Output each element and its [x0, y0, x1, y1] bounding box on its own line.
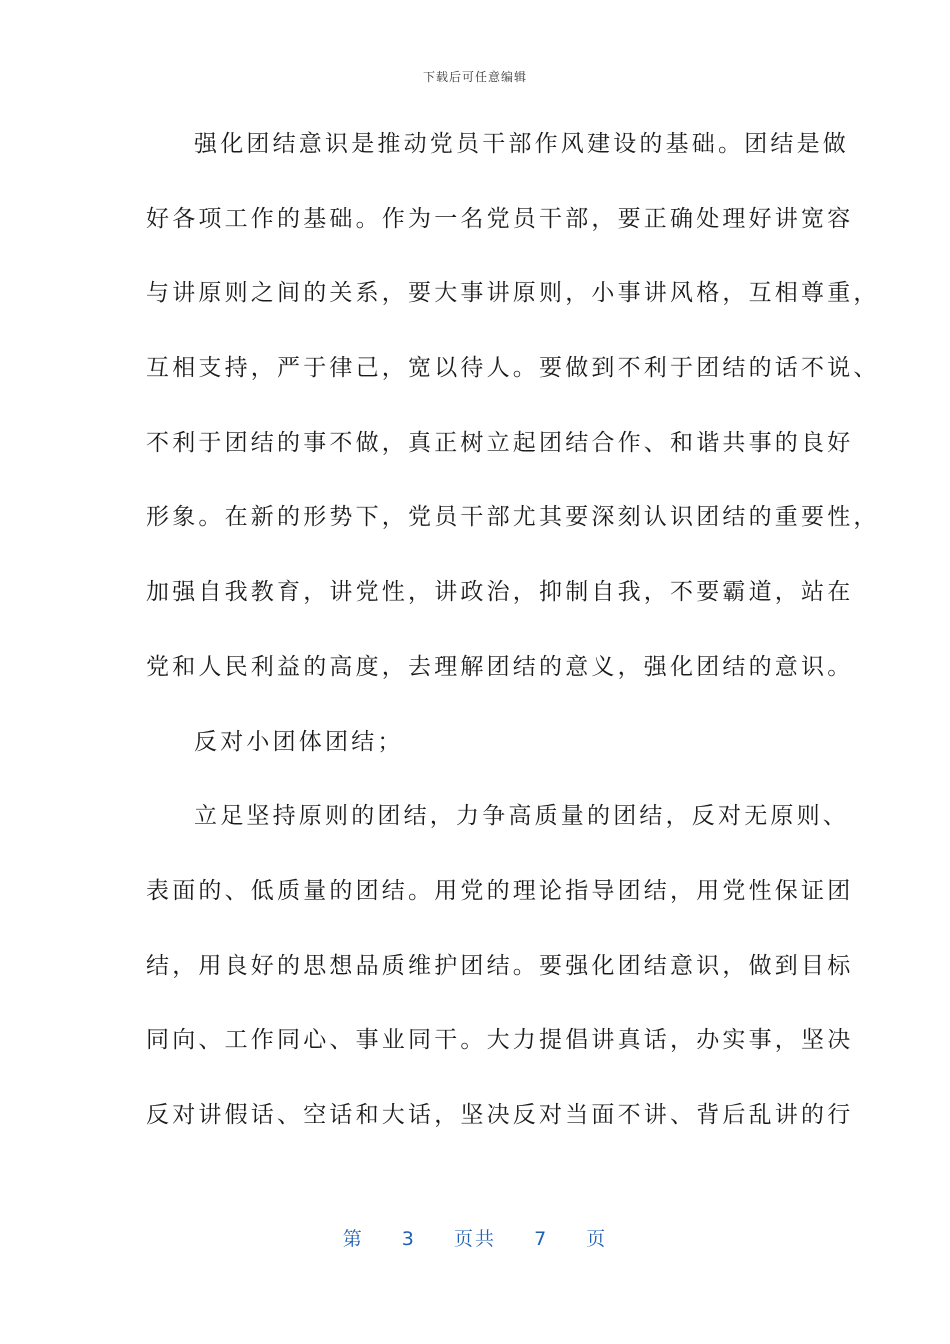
- paragraph-line: 反对小团体团结；: [194, 728, 404, 755]
- paragraph-line: 形象。在新的形势下，党员干部尤其要深刻认识团结的重要性，: [146, 504, 880, 531]
- page-total: 7: [534, 1228, 549, 1250]
- paragraph-line: 反对讲假话、空话和大话，坚决反对当面不讲、背后乱讲的行: [146, 1101, 854, 1128]
- paragraph-line: 强化团结意识是推动党员干部作风建设的基础。团结是做: [194, 131, 849, 157]
- paragraph-line: 党和人民利益的高度，去理解团结的意义，强化团结的意识。: [146, 653, 854, 680]
- paragraph-line: 互相支持，严于律己，宽以待人。要做到不利于团结的话不说、: [146, 355, 880, 382]
- paragraph-line: 好各项工作的基础。作为一名党员干部，要正确处理好讲宽容: [146, 205, 854, 232]
- paragraph-line: 加强自我教育，讲党性，讲政治，抑制自我，不要霸道，站在: [146, 579, 854, 606]
- page-current: 3: [401, 1228, 416, 1250]
- body-text: [146, 122, 880, 1168]
- page-number-footer: [0, 1224, 950, 1251]
- page-label-prefix: 第: [342, 1228, 364, 1250]
- paragraph-line: 不利于团结的事不做，真正树立起团结合作、和谐共事的良好: [146, 429, 854, 456]
- page-label-suffix: 页: [586, 1228, 608, 1250]
- paragraph-line: 立足坚持原则的团结，力争高质量的团结，反对无原则、: [194, 803, 849, 830]
- paragraph-line: 与讲原则之间的关系，要大事讲原则，小事讲风格，互相尊重，: [146, 280, 880, 307]
- page-label-mid: 页共: [453, 1228, 496, 1250]
- paragraph-line: 同向、工作同心、事业同干。大力提倡讲真话，办实事，坚决: [146, 1027, 854, 1054]
- header-note: 下载后可任意编辑: [422, 70, 527, 84]
- paragraph-line: 结，用良好的思想品质维护团结。要强化团结意识，做到目标: [146, 952, 854, 979]
- paragraph-line: 表面的、低质量的团结。用党的理论指导团结，用党性保证团: [146, 877, 854, 904]
